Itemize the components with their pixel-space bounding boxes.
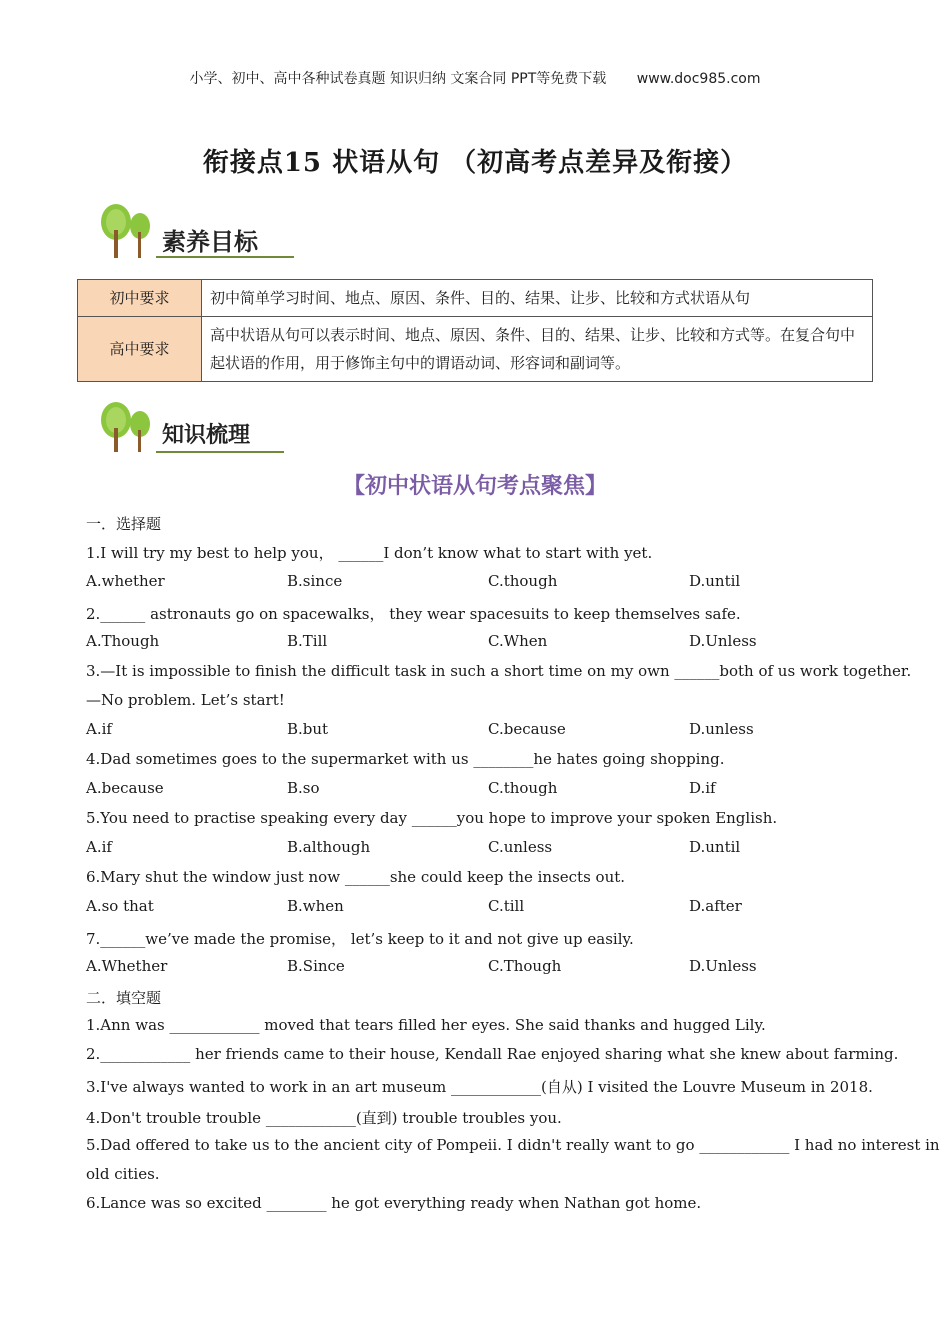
option-a: A.so that xyxy=(86,897,154,915)
badge-label: 知识梳理 xyxy=(162,423,251,448)
option-d: D.if xyxy=(689,779,716,797)
row-value: 初中简单学习时间、地点、原因、条件、目的、结果、让步、比较和方式状语从句 xyxy=(202,280,873,317)
badge-underline xyxy=(156,451,284,453)
option-a: A.Though xyxy=(86,632,160,650)
option-a: A.Whether xyxy=(86,957,168,975)
option-c: C.unless xyxy=(488,838,553,856)
header-site: www.doc985.com xyxy=(636,71,761,87)
page-title: 衔接点15 状语从句 （初高考点差异及衔接） xyxy=(202,148,748,178)
option-b: B.when xyxy=(287,897,344,915)
fill-item-continued: old cities. xyxy=(86,1165,160,1183)
row-key: 初中要求 xyxy=(78,280,202,317)
question-stem: 1.I will try my best to help you， ______I don’t know what to start with yet. xyxy=(86,544,653,562)
option-c: C.Though xyxy=(488,957,562,975)
question-stem-reply: —No problem. Let’s start! xyxy=(86,691,285,709)
badge-underline xyxy=(156,256,294,258)
option-b: B.although xyxy=(287,838,371,856)
option-a: A.if xyxy=(86,720,112,738)
part2-heading: 二．填空题 xyxy=(86,989,162,1007)
section-title: 【初中状语从句考点聚焦】 xyxy=(342,474,607,499)
tree-icon xyxy=(96,200,156,262)
option-b: B.so xyxy=(287,779,320,797)
option-d: D.until xyxy=(689,838,741,856)
fill-item: 6.Lance was so excited ________ he got everything ready when Nathan got home. xyxy=(86,1194,702,1212)
question-stem: 5.You need to practise speaking every day ______you hope to improve your spoken English. xyxy=(86,809,778,827)
option-c: C.till xyxy=(488,897,525,915)
question-stem: 4.Dad sometimes goes to the supermarket with us ________he hates going shopping. xyxy=(86,750,725,768)
option-b: B.Since xyxy=(287,957,345,975)
fill-item: 2.____________ her friends came to their house, Kendall Rae enjoyed sharing what she knew about farming. xyxy=(86,1045,899,1063)
question-stem: 2.______ astronauts go on spacewalks， they wear spacesuits to keep themselves safe. xyxy=(86,605,741,623)
requirements-table xyxy=(77,279,873,382)
option-a: A.if xyxy=(86,838,112,856)
fill-item: 5.Dad offered to take us to the ancient city of Pompeii. I didn't really want to go ____________ I had no interest in xyxy=(86,1136,940,1154)
table-row xyxy=(78,280,873,317)
option-d: D.until xyxy=(689,572,741,590)
table-row xyxy=(78,317,873,382)
page-header xyxy=(0,68,950,88)
option-d: D.Unless xyxy=(689,632,757,650)
section-badge-goals xyxy=(96,200,296,262)
option-c: C.When xyxy=(488,632,548,650)
option-d: D.Unless xyxy=(689,957,757,975)
part1-heading: 一．选择题 xyxy=(86,515,162,533)
option-c: C.though xyxy=(488,572,558,590)
row-value: 高中状语从句可以表示时间、地点、原因、条件、目的、结果、让步、比较和方式等。在复合句中起状语的作用，用于修饰主句中的谓语动词、形容词和副词等。 xyxy=(202,317,873,382)
question-stem: 6.Mary shut the window just now ______she could keep the insects out. xyxy=(86,868,626,886)
question-stem: 3.—It is impossible to finish the difficult task in such a short time on my own ______both of us work together. xyxy=(86,662,912,680)
row-key: 高中要求 xyxy=(78,317,202,382)
tree-icon xyxy=(96,398,156,460)
fill-item: 1.Ann was ____________ moved that tears filled her eyes. She said thanks and hugged Lily. xyxy=(86,1016,766,1034)
fill-item: 3.I've always wanted to work in an art museum ____________(自从) I visited the Louvre Museum in 2018. xyxy=(86,1078,873,1096)
option-b: B.Till xyxy=(287,632,328,650)
option-c: C.though xyxy=(488,779,558,797)
option-a: A.because xyxy=(86,779,164,797)
option-d: D.unless xyxy=(689,720,754,738)
question-stem: 7.______we’ve made the promise， let’s keep to it and not give up easily. xyxy=(86,930,634,948)
header-text: 小学、初中、高中各种试卷真题 知识归纳 文案合同 PPT等免费下载 xyxy=(189,71,607,87)
option-b: B.since xyxy=(287,572,343,590)
section-badge-knowledge xyxy=(96,398,296,460)
option-d: D.after xyxy=(689,897,742,915)
fill-item: 4.Don't trouble trouble ____________(直到) trouble troubles you. xyxy=(86,1109,562,1127)
option-a: A.whether xyxy=(86,572,165,590)
option-b: B.but xyxy=(287,720,329,738)
option-c: C.because xyxy=(488,720,566,738)
badge-label: 素养目标 xyxy=(162,228,258,256)
